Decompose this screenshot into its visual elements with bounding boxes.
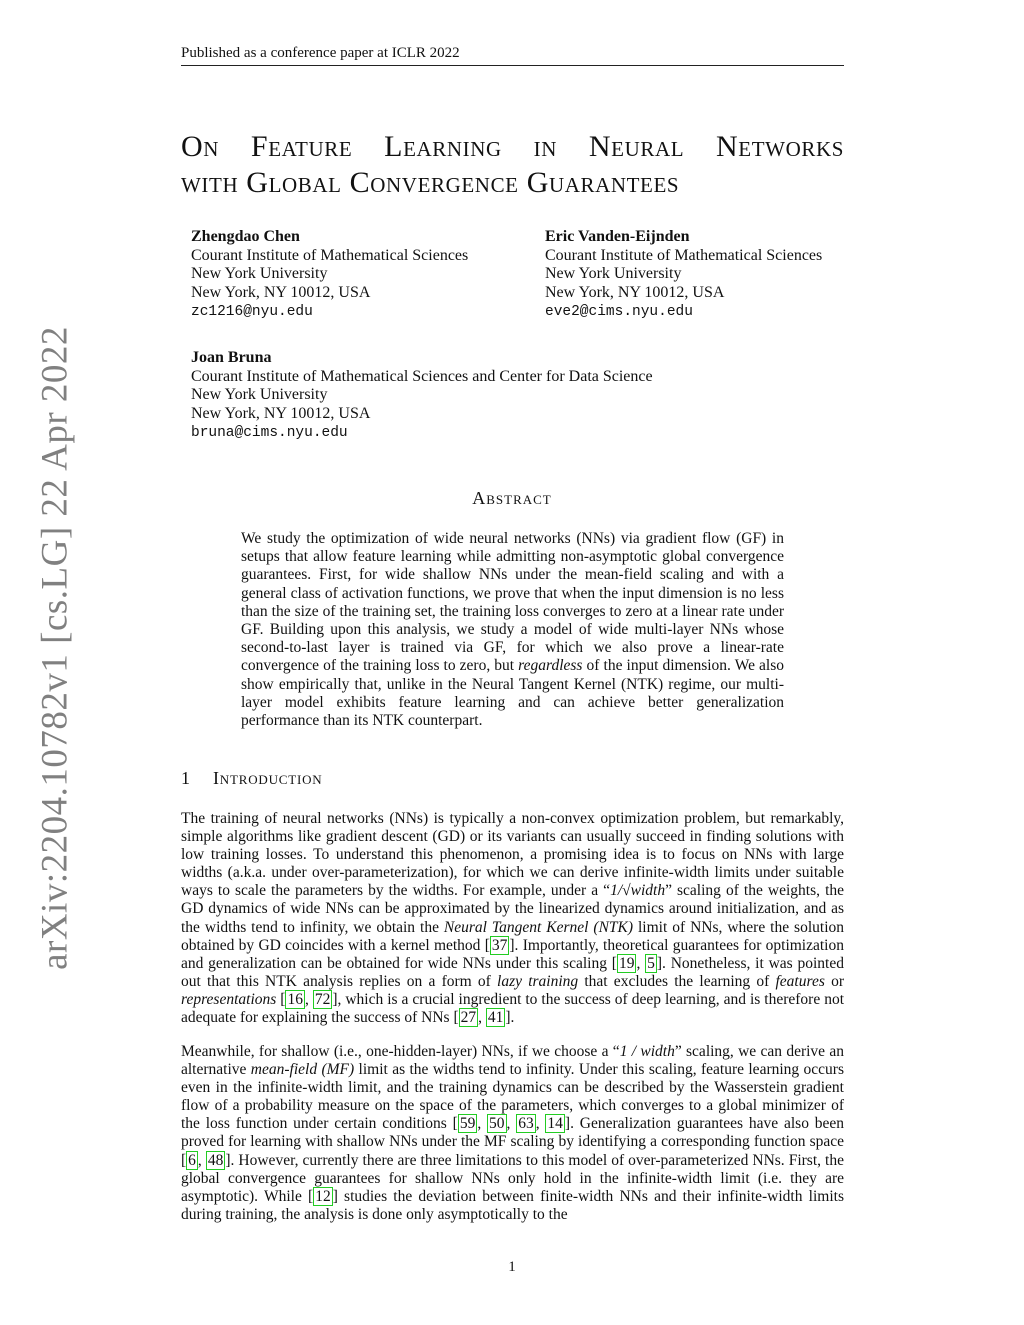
text-run: limit as the widths tend to infinity. Under this scaling, feature learning occurs even in the infinite-width limit, and the training dynamics can be described by the Wasserstein gradient flow of a probability measure on the space of the parameters, which converges to a global minimizer of the loss function under certain conditions [ [181,1061,844,1133]
section-heading-introduction [181,768,781,789]
citation-link[interactable]: 37 [491,936,508,954]
text-run: ]. [505,1009,515,1027]
intro-paragraph-1: The training of neural networks (NNs) is typically a non-convex optimization problem, but remarkably, simple algorithms like gradient descent (GD) or its variants can usually succeed in finding solutions with low training losses. To understand this phenomenon, a promising idea is to focus on NNs with large widths (a.k.a. under over-parameterization), for which we can derive infinite-width limits under suitable ways to scale the parameters by the widths. For example, under a “1/√width” scaling of the weights, the GD dynamics of wide NNs can be approximated by the linearized dynamics around initialization, and as the widths tend to infinity, we obtain the Neural Tangent Kernel (NTK) limit of NNs, where the solution obtained by GD coincides with a kernel method [ 37 ]. Importantly, theoretical guarantees for optimization and generalization can be obtained for wide NNs under this scaling [ 19 , 5 ]. Nonetheless, it was pointed out that this NTK analysis replies on a form of lazy training that excludes the learning of features or representations [ 16 , 72 ], which is a crucial ingredient to the success of deep learning, and is therefore not adequate for explaining the success of NNs [ 27 , 41 ]. [181,810,845,1027]
citation-link[interactable]: 63 [518,1115,534,1133]
author-email[interactable]: bruna@cims.nyu.edu [191,425,348,441]
citation-link[interactable]: 50 [489,1115,505,1133]
citation-link[interactable]: 5 [647,954,655,972]
citation-link[interactable]: 14 [547,1115,563,1133]
author-name: Eric Vanden-Eijnden [545,228,690,245]
emphasis: features [775,972,825,990]
citation-link[interactable]: 72 [314,990,331,1008]
abstract-text [241,530,784,730]
emphasis: Neural Tangent Kernel (NTK) [443,918,634,936]
math-expression: 1/√width [610,882,666,900]
author-name: Joan Bruna [191,349,272,366]
page-number: 1 [508,1259,516,1275]
abstract-heading: Abstract [472,488,552,508]
abstract-text-run: We study the optimization of wide neural networks (NNs) via gradient flow (GF) in setups that allow feature learning while admitting non-asymptotic global convergence guarantees. First, for wide shallow NNs under the mean-field scaling and with a general class of activation functions, we prove that when the input dimension is no less than the size of the training set, the training loss converges to zero at a linear rate under GF. Building upon this analysis, we study a model of wide multi-layer NNs whose second-to-last layer is trained via GF, for which we also prove a linear-rate convergence of the training loss to zero, but [241,530,784,675]
author-affiliation-line: New York, NY 10012, USA [545,283,725,301]
text-run: ]. Generalization guarantees have also been proved for learning with shallow NNs under the MF scaling by identifying a corresponding function space [ [181,1115,845,1169]
title-line-1: On Feature Learning in Neural Networks [181,130,844,163]
text-run: ]. Nonetheless, it was pointed out that this NTK analysis replies on a form of [181,954,844,990]
abstract-emphasis: regardless [518,657,583,675]
emphasis: representations [181,990,277,1008]
author-affiliation-line: New York University [545,265,682,282]
text-run: ]. Importantly, theoretical guarantees for optimization and generalization can be obtained for wide NNs under this scaling [ [181,936,844,972]
author-affiliation-line: New York, NY 10012, USA [191,283,371,301]
abstract-text-run: of the input dimension. We also show empirically that, unlike in the Neural Tangent Kernel (NTK) regime, our multi-layer model exhibits feature learning and can achieve better generalization performance than its NTK counterpart. [241,657,784,730]
author-affiliation-line: New York University [191,265,328,282]
emphasis: lazy training [497,972,579,990]
text-run: Meanwhile, for shallow (i.e., one-hidden-layer) NNs, if we choose a “ [181,1043,620,1060]
math-expression: 1 / width [619,1043,675,1060]
text-run: or [824,972,844,990]
author-block-1 [191,228,468,322]
text-run: ] studies the deviation between finite-width NNs and their infinite-width limits during training, the analysis is done only asymptotically to the [181,1187,844,1223]
citation-link[interactable]: 6 [188,1151,196,1169]
emphasis: mean-field (MF) [250,1061,355,1079]
author-block-3 [191,349,653,443]
text-run: ]. However, currently there are three limitations to this model of over-parameterized NNs. First, the global convergence guarantees for shallow NNs only hold in the infinite-width limit (i.e. they are asymptotic). While [ [181,1151,844,1205]
text-run: ” scaling of the weights, the GD dynamics of wide NNs can be approximated by the linearized dynamics around initialization, and as the widths tend to infinity, we obtain the [181,882,845,936]
author-affiliation-line: Courant Institute of Mathematical Sciences and Center for Data Science [191,367,653,385]
author-affiliation-line: New York, NY 10012, USA [191,404,371,422]
text-run: [ [276,990,286,1008]
author-affiliation-line: Courant Institute of Mathematical Sciences [191,246,469,264]
author-block-2 [545,228,822,322]
author-affiliation-line: New York University [191,386,328,403]
citation-link[interactable]: 48 [207,1151,224,1169]
arxiv-sidebar-stamp: arXiv:2204.10782v1 [cs.LG] 22 Apr 2022 [34,326,76,970]
text-run: The training of neural networks (NNs) is typically a non-convex optimization problem, but remarkably, simple algorithms like gradient descent (GD) or its variants can usually succeed in finding solutions with low training losses. To understand this phenomenon, a promising idea is to focus on NNs with large widths (a.k.a. under over-parameterization), for which we can derive infinite-width limits under suitable ways to scale the parameters by the widths. For example, under a “ [181,810,844,900]
text-run: ], which is a crucial ingredient to the success of deep learning, and is therefore not adequate for explaining the success of NNs [ [181,990,845,1027]
section-number: 1 [181,768,191,788]
citation-link[interactable]: 59 [459,1115,476,1133]
citation-link[interactable]: 12 [315,1187,331,1205]
text-run: that excludes the learning of [578,972,776,990]
citation-link[interactable]: 16 [287,990,303,1008]
citation-link[interactable]: 27 [460,1009,477,1027]
citation-link[interactable]: 19 [618,954,635,972]
author-email[interactable]: eve2@cims.nyu.edu [545,304,693,320]
paper-title [181,130,844,200]
author-email[interactable]: zc1216@nyu.edu [191,304,313,320]
author-affiliation-line: Courant Institute of Mathematical Sciences [545,246,823,264]
intro-paragraph-2: Meanwhile, for shallow (i.e., one-hidden-layer) NNs, if we choose a “1 / width” scaling, we can derive an alternative mean-field (MF) limit as the widths tend to infinity. Under this scaling, feature learning occurs even in the infinite-width limit, and the training dynamics can be described by the Wasserstein gradient flow of a probability measure on the space of the parameters, which converges to a global minimizer of the loss function under certain conditions [ 59 , 50 , 63 , 14 ]. Generalization guarantees have also been proved for learning with shallow NNs under the MF scaling by identifying a corresponding function space [ 6 , 48 ]. However, currently there are three limitations to this model of over-parameterized NNs. First, the global convergence guarantees for shallow NNs only hold in the infinite-width limit (i.e. they are asymptotic). While [ 12 ] studies the deviation between finite-width NNs and their infinite-width limits during training, the analysis is done only asymptotically to the [181,1043,845,1223]
section-title: Introduction [213,768,323,788]
author-name: Zhengdao Chen [191,228,300,245]
title-line-2: with Global Convergence Guarantees [181,166,680,199]
text-run: ” scaling, we can derive an alternative [181,1043,844,1079]
citation-link[interactable]: 41 [487,1009,504,1027]
text-run: limit of NNs, where the solution obtained by GD coincides with a kernel method [ [181,918,844,954]
conference-header: Published as a conference paper at ICLR 2022 [181,44,844,66]
